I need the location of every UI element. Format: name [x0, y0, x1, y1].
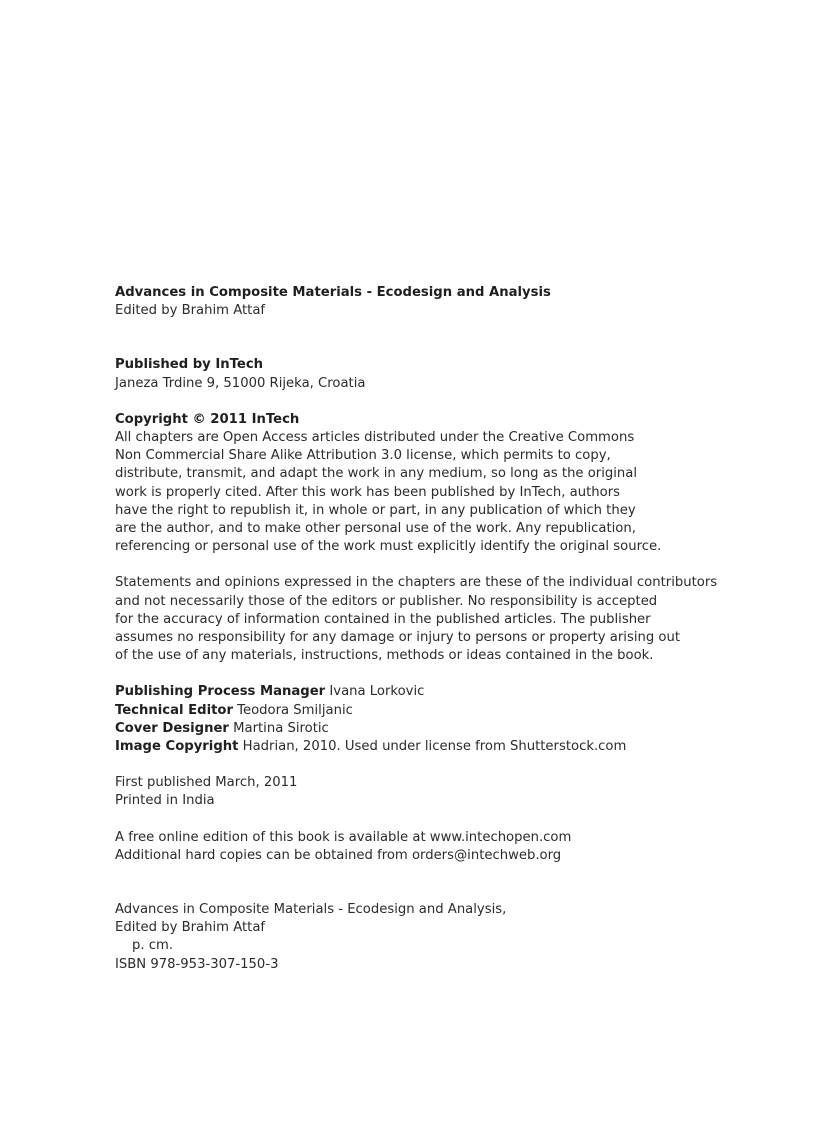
- copyright-line: Non Commercial Share Alike Attribution 3.0 license, which permits to copy,: [115, 448, 611, 464]
- credit-row: [115, 738, 775, 756]
- copyright-heading: Copyright © 2011 InTech: [115, 411, 300, 427]
- statements-line: for the accuracy of information contained in the published articles. The publisher: [115, 611, 651, 627]
- credit-row: [115, 720, 775, 738]
- credit-role: Technical Editor: [115, 702, 233, 718]
- title-block: [115, 284, 775, 320]
- copyright-line: work is properly cited. After this work has been published by InTech, authors: [115, 484, 620, 500]
- publisher-block: [115, 356, 775, 392]
- book-editor: Edited by Brahim Attaf: [115, 303, 266, 319]
- copyright-block: [115, 411, 775, 557]
- publisher-address: Janeza Trdine 9, 51000 Rijeka, Croatia: [115, 375, 366, 391]
- book-title: Advances in Composite Materials - Ecodesign and Analysis: [115, 285, 551, 300]
- copyright-line: are the author, and to make other personal use of the work. Any republication,: [115, 521, 636, 537]
- copyright-page: [115, 284, 775, 974]
- credits-block: [115, 683, 775, 756]
- credit-name: Ivana Lorkovic: [329, 684, 425, 700]
- copyright-line: have the right to republish it, in whole or part, in any publication of which they: [115, 502, 636, 518]
- credit-row: [115, 683, 775, 701]
- copyright-line: distribute, transmit, and adapt the work in any medium, so long as the original: [115, 466, 638, 482]
- catalog-block: [115, 901, 775, 974]
- copyright-line: All chapters are Open Access articles distributed under the Creative Commons: [115, 430, 635, 446]
- credit-name: Teodora Smiljanic: [237, 702, 353, 718]
- statements-line: and not necessarily those of the editors or publisher. No responsibility is accepted: [115, 593, 658, 609]
- online-edition: A free online edition of this book is available at www.intechopen.com: [115, 829, 572, 845]
- publisher-heading: Published by InTech: [115, 357, 264, 373]
- statements-block: [115, 574, 775, 665]
- credit-role: Image Copyright: [115, 739, 239, 755]
- credit-row: [115, 702, 775, 720]
- statements-line: Statements and opinions expressed in the chapters are these of the individual contributors: [115, 575, 718, 591]
- credit-name: Hadrian, 2010. Used under license from Shutterstock.com: [242, 739, 627, 755]
- credit-role: Cover Designer: [115, 720, 229, 736]
- statements-line: of the use of any materials, instructions, methods or ideas contained in the book.: [115, 648, 654, 664]
- printed-in: Printed in India: [115, 793, 215, 809]
- catalog-isbn: ISBN 978-953-307-150-3: [115, 956, 279, 972]
- credit-name: Martina Sirotic: [233, 720, 329, 736]
- hard-copies: Additional hard copies can be obtained from orders@intechweb.org: [115, 847, 562, 863]
- first-published: First published March, 2011: [115, 775, 298, 791]
- catalog-pages: p. cm.: [132, 938, 174, 954]
- availability-block: [115, 829, 775, 865]
- credit-role: Publishing Process Manager: [115, 684, 326, 700]
- catalog-title: Advances in Composite Materials - Ecodesign and Analysis,: [115, 902, 507, 918]
- copyright-line: referencing or personal use of the work must explicitly identify the original source.: [115, 539, 662, 555]
- statements-line: assumes no responsibility for any damage or injury to persons or property arising out: [115, 630, 681, 646]
- publication-block: [115, 774, 775, 810]
- catalog-editor: Edited by Brahim Attaf: [115, 920, 266, 936]
